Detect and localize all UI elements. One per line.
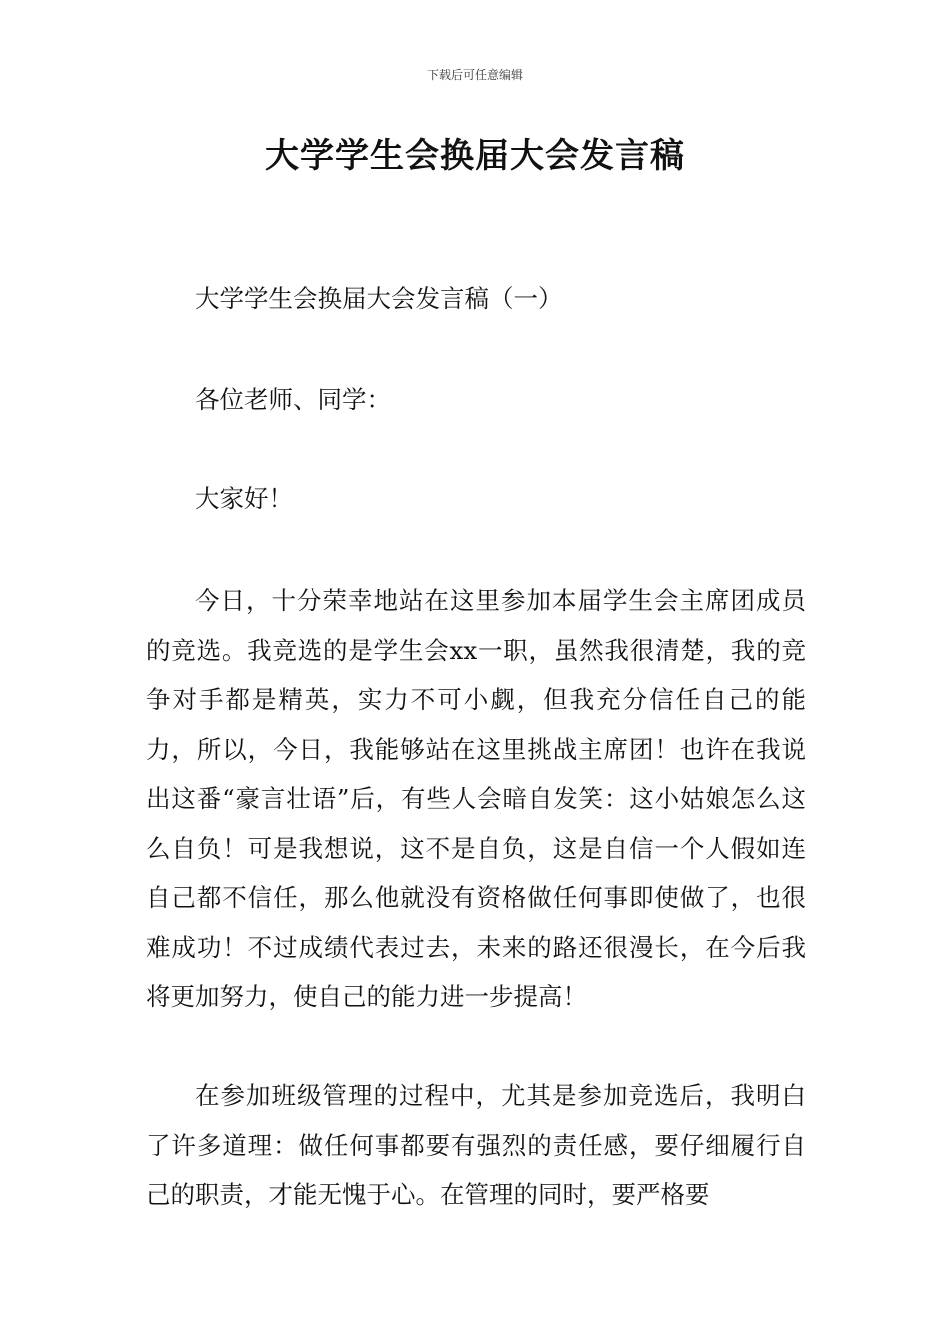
paragraph: 在参加班级管理的过程中，尤其是参加竞选后，我明白了许多道理：做任何事都要有强烈的责任感，要仔细履行自己的职责，才能无愧于心。在管理的同时，要严格要	[146, 1081, 806, 1209]
greeting: 大家好！	[195, 484, 293, 513]
paragraph: 今日，十分荣幸地站在这里参加本届学生会主席团成员的竞选。我竞选的是学生会xx一职，虽然我很清楚，我的竞争对手都是精英，实力不可小觑，但我充分信任自己的能力，所以，今日，我能够站在这里挑战主席团！也许在我说出这番“豪言壮语”后，有些人会暗自发笑：这小姑娘怎么这么自负！可是我想说，这不是自负，这是自信一个人假如连自己都不信任，那么他就没有资格做任何事即使做了，也很难成功！不过成绩代表过去，未来的路还很漫长，在今后我将更加努力，使自己的能力进一步提高！	[146, 586, 806, 1011]
document-subtitle: 大学学生会换届大会发言稿（一）	[195, 284, 563, 313]
page-title: 大学学生会换届大会发言稿	[265, 136, 685, 176]
salutation: 各位老师、同学：	[195, 385, 391, 414]
header-note: 下载后可任意编辑	[426, 68, 523, 82]
